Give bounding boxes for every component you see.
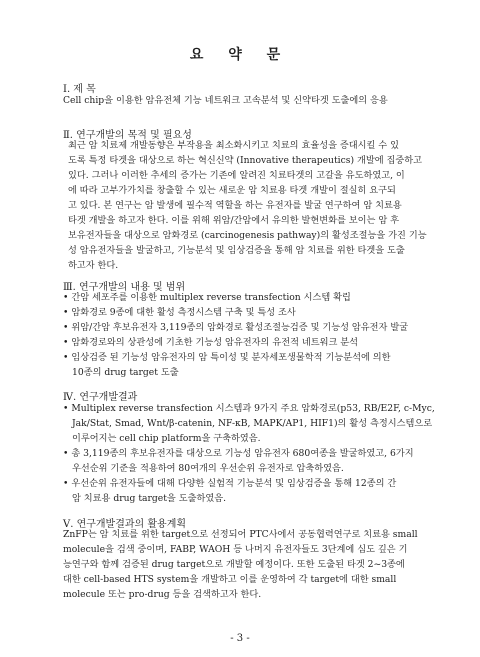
page-title: 요 약 문 (189, 47, 291, 63)
purpose-line: 있다. 그러나 이러한 추세의 증가는 기존에 알려진 치료타겟의 고갈을 유도하였고, 이 (68, 170, 405, 181)
bullet-item: • 간암 세포주를 이용한 multiplex reverse transfection 시스템 확립 (63, 292, 351, 303)
bullet-text: 암화경로와의 상관성에 기초한 기능성 암유전자의 유전적 네트워크 분석 (71, 337, 359, 348)
bullet-text: 총 3,119종의 후보유전자를 대상으로 기능성 암유전자 680여종을 발굴하였고, 6가지 (71, 448, 414, 459)
purpose-line: 타겟 개발을 하고자 한다. 이를 위해 위암/간암에서 유의한 발현변화를 보이는 암 후 (68, 215, 400, 226)
bullet-continuation: 10종의 drug target 도출 (72, 367, 179, 378)
application-line: 대한 cell-based HTS system을 개발하고 이를 운영하여 각 target에 대한 small (63, 574, 397, 585)
bullet-item: • 암화경로 9종에 대한 활성 측정시스템 구축 및 특성 조사 (63, 307, 296, 318)
bullet-continuation: 이루어지는 cell chip platform을 구축하였음. (72, 433, 261, 444)
bullet-item: • Multiplex reverse transfection 시스템과 9가지 주요 암화경로(p53, RB/E2F, c-Myc, (63, 403, 435, 414)
bullet-item: • 암화경로와의 상관성에 기초한 기능성 암유전자의 유전적 네트워크 분석 (63, 337, 359, 348)
application-line: ZnFP는 암 치료를 위한 target으로 선정되어 PTC사에서 공동협력연구로 치료용 small (63, 529, 418, 540)
bullet-continuation: 암 치료용 drug target을 도출하였음. (72, 493, 226, 504)
purpose-line: 고 있다. 본 연구는 암 발생에 필수적 역할을 하는 유전자를 발굴 연구하여 암 치료용 (68, 200, 402, 211)
bullet-continuation: 우선순위 기준을 적용하여 80여개의 우선순위 유전자로 압축하였음. (72, 463, 344, 474)
section-heading-results: Ⅳ. 연구개발결과 (63, 392, 138, 403)
bullet-item: • 우선순위 유전자들에 대해 다양한 실험적 기능분석 및 임상검증을 통해 12종의 간 (63, 478, 397, 489)
purpose-line: 에 따라 고부가가치를 창출할 수 있는 새로운 암 치료용 타겟 개발이 절실히 요구되 (68, 185, 396, 196)
bullet-item: • 임상검증 된 기능성 암유전자의 암 특이성 및 분자세포생물학적 기능분석에 의한 (63, 352, 391, 363)
application-line: molecule 또는 pro-drug 등을 검색하고자 한다. (63, 589, 262, 600)
bullet-item: • 위암/간암 후보유전자 3,119종의 암화경로 활성조절능검증 및 기능성 암유전자 발굴 (63, 322, 409, 333)
bullet-continuation: Jak/Stat, Smad, Wnt/β-catenin, NF-κB, MAPK/AP1, HIF1)의 활성 측정시스템으로 (72, 418, 433, 429)
section-title-text: Cell chip을 이용한 암유전체 기능 네트워크 고속분석 및 신약타겟 도출에의 응용 (63, 95, 388, 106)
section-heading-application: Ⅴ. 연구개발결과의 활용계획 (63, 519, 187, 530)
section-heading-title: Ⅰ. 제 목 (63, 84, 96, 95)
bullet-text: 임상검증 된 기능성 암유전자의 암 특이성 및 분자세포생물학적 기능분석에 의한 (71, 352, 391, 363)
purpose-line: 보유전자들을 대상으로 암화경로 (carcinogenesis pathway)의 활성조절능을 가진 기능 (68, 230, 427, 241)
bullet-text: 위암/간암 후보유전자 3,119종의 암화경로 활성조절능검증 및 기능성 암유전자 발굴 (71, 322, 409, 333)
purpose-line: 최근 암 치료제 개발동향은 부작용을 최소화시키고 치료의 효율성을 증대시킬 수 있 (68, 140, 399, 151)
bullet-text: 암화경로 9종에 대한 활성 측정시스템 구축 및 특성 조사 (71, 307, 296, 318)
bullet-item: • 총 3,119종의 후보유전자를 대상으로 기능성 암유전자 680여종을 발굴하였고, 6가지 (63, 448, 414, 459)
purpose-line: 성 암유전자들을 발굴하고, 기능분석 및 임상검증을 통해 암 치료를 위한 타겟을 도출 (68, 245, 405, 256)
section-heading-purpose: Ⅱ. 연구개발의 목적 및 필요성 (63, 130, 192, 141)
application-line: molecule을 검색 중이며, FABP, WAOH 등 나머지 유전자들도 3단계에 심도 깊은 기 (63, 544, 408, 555)
section-heading-scope: Ⅲ. 연구개발의 내용 및 범위 (63, 282, 186, 293)
bullet-text: 간암 세포주를 이용한 multiplex reverse transfection 시스템 확립 (71, 292, 351, 303)
bullet-text: Multiplex reverse transfection 시스템과 9가지 주요 암화경로(p53, RB/E2F, c-Myc, (71, 403, 435, 414)
purpose-line: 하고자 한다. (68, 260, 119, 271)
page-number: - 3 - (230, 633, 250, 644)
application-line: 능연구와 함께 검증된 drug target으로 개발할 예정이다. 또한 도출된 타겟 2~3종에 (63, 559, 405, 570)
bullet-text: 우선순위 유전자들에 대해 다양한 실험적 기능분석 및 임상검증을 통해 12종의 간 (71, 478, 397, 489)
purpose-line: 도록 특정 타겟을 대상으로 하는 혁신신약 (Innovative therapeutics) 개발에 집중하고 (68, 155, 423, 166)
